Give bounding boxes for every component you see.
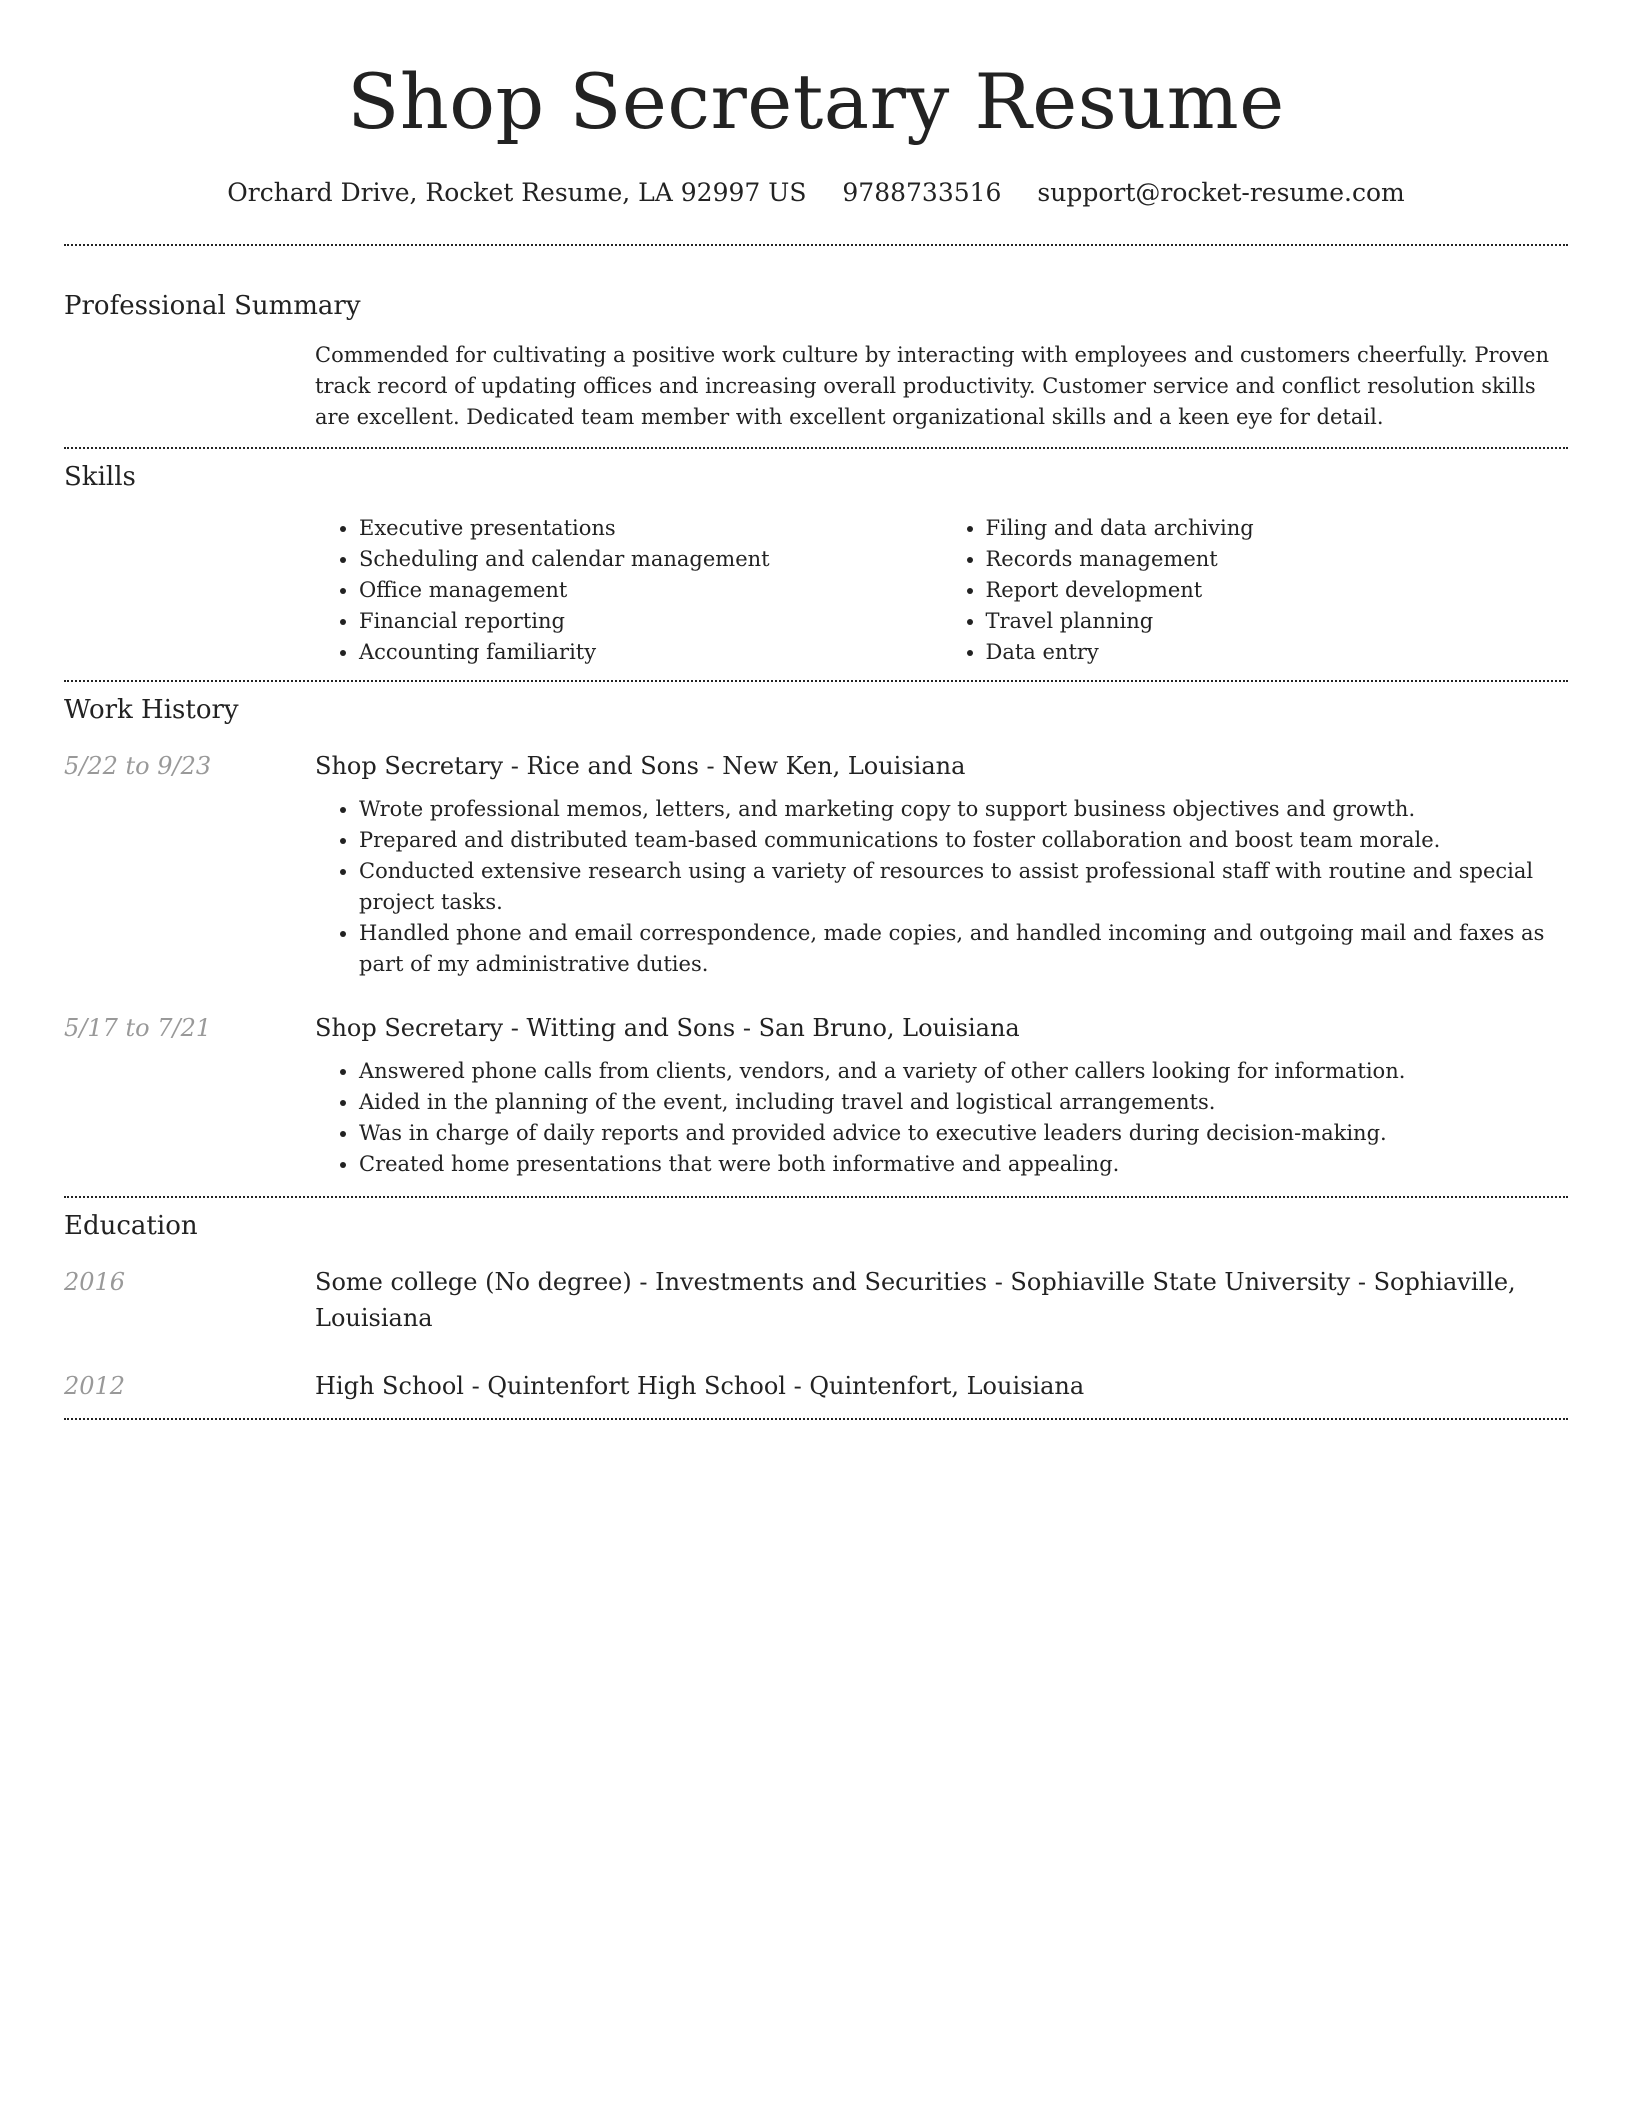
education-heading: Some college (No degree) - Investments and Securities - Sophiaville State University - Sophiaville, Louisiana bbox=[315, 1268, 1516, 1332]
skill-item: • Report development bbox=[986, 575, 1569, 606]
education-heading: High School - Quintenfort High School - Quintenfort, Louisiana bbox=[315, 1372, 1085, 1400]
skill-item: • Accounting familiarity bbox=[359, 637, 942, 668]
job-bullet: • Handled phone and email correspondence, made copies, and handled incoming and outgoing mail and faxes as part of my administrative duties. bbox=[359, 918, 1568, 980]
job-bullet: • Created home presentations that were both informative and appealing. bbox=[359, 1149, 1568, 1180]
education-body bbox=[315, 1264, 1568, 1336]
job-bullet: • Was in charge of daily reports and provided advice to executive leaders during decision-making. bbox=[359, 1118, 1568, 1149]
education-year: 2016 bbox=[64, 1268, 126, 1296]
contact-phone: 9788733516 bbox=[842, 178, 1002, 207]
skill-item: • Office management bbox=[359, 575, 942, 606]
education-section bbox=[64, 1198, 1568, 1418]
job-bullet: • Prepared and distributed team-based communications to foster collaboration and boost team morale. bbox=[359, 825, 1568, 856]
education-year: 2012 bbox=[64, 1372, 126, 1400]
section-title-work-history: Work History bbox=[64, 695, 239, 725]
job-dates: 5/22 to 9/23 bbox=[64, 752, 212, 780]
work-history-section bbox=[64, 682, 1568, 1196]
skill-item: • Executive presentations bbox=[359, 513, 942, 544]
section-title-summary: Professional Summary bbox=[64, 291, 361, 321]
skills-grid bbox=[315, 513, 1568, 680]
job-heading: Shop Secretary - Witting and Sons - San Bruno, Louisiana bbox=[315, 1014, 1020, 1042]
education-entry bbox=[64, 1264, 1568, 1336]
job-entry bbox=[64, 748, 1568, 980]
job-heading: Shop Secretary - Rice and Sons - New Ken, Louisiana bbox=[315, 752, 966, 780]
education-body bbox=[315, 1368, 1568, 1404]
resume-header bbox=[64, 0, 1568, 210]
job-body bbox=[315, 748, 1568, 980]
skills-section bbox=[64, 449, 1568, 680]
skills-column-left bbox=[315, 513, 942, 668]
job-bullet: • Aided in the planning of the event, including travel and logistical arrangements. bbox=[359, 1087, 1568, 1118]
summary-text: Commended for cultivating a positive work culture by interacting with employees and customers cheerfully. Proven track record of updating offices and increasing overall productivity. Customer service and conflict resolution skills are excellent. Dedicated team member with excellent organizational skills and a keen eye for detail. bbox=[315, 343, 1549, 429]
contact-address: Orchard Drive, Rocket Resume, LA 92997 US bbox=[227, 178, 807, 207]
job-body bbox=[315, 1010, 1568, 1180]
section-title-skills: Skills bbox=[64, 462, 136, 492]
job-bullets bbox=[315, 1056, 1568, 1180]
professional-summary-section bbox=[64, 246, 1568, 447]
job-bullets bbox=[315, 794, 1568, 980]
skill-item: • Scheduling and calendar management bbox=[359, 544, 942, 575]
skill-item: • Filing and data archiving bbox=[986, 513, 1569, 544]
skill-item: • Data entry bbox=[986, 637, 1569, 668]
skill-item: • Financial reporting bbox=[359, 606, 942, 637]
job-bullet: • Conducted extensive research using a variety of resources to assist professional staff with routine and special project tasks. bbox=[359, 856, 1568, 918]
resume-title: Shop Secretary Resume bbox=[347, 57, 1285, 146]
contact-email: support@rocket-resume.com bbox=[1037, 178, 1405, 207]
job-bullet: • Wrote professional memos, letters, and marketing copy to support business objectives and growth. bbox=[359, 794, 1568, 825]
job-dates: 5/17 to 7/21 bbox=[64, 1014, 212, 1042]
contact-line bbox=[64, 176, 1568, 210]
job-entry bbox=[64, 1010, 1568, 1196]
skill-item: • Records management bbox=[986, 544, 1569, 575]
section-divider bbox=[64, 1418, 1568, 1420]
section-title-education: Education bbox=[64, 1211, 198, 1241]
education-entry bbox=[64, 1368, 1568, 1418]
job-bullet: • Answered phone calls from clients, vendors, and a variety of other callers looking for information. bbox=[359, 1056, 1568, 1087]
skill-item: • Travel planning bbox=[986, 606, 1569, 637]
skills-column-right bbox=[942, 513, 1569, 668]
